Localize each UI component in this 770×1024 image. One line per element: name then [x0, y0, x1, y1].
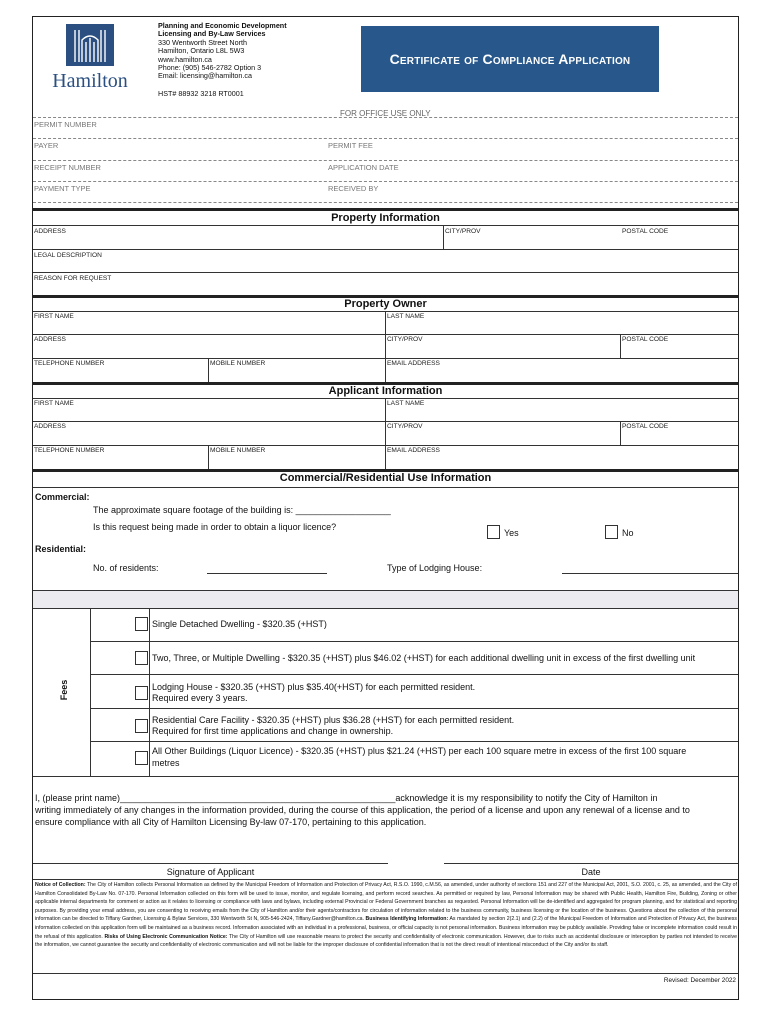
- fee-multiple-dwelling-text: Two, Three, or Multiple Dwelling - $320.35 (+HST) plus $46.02 (+HST) for each additional dwelling unit in excess of the first dwelling unit: [152, 653, 696, 663]
- logo-wordmark: Hamilton: [52, 70, 128, 92]
- divider: [149, 608, 150, 776]
- divider: [33, 590, 738, 591]
- property-address-label[interactable]: ADDRESS: [34, 228, 66, 235]
- legal-description-label[interactable]: LEGAL DESCRIPTION: [34, 252, 102, 259]
- residents-label: No. of residents:: [93, 563, 159, 573]
- lodging-type-input[interactable]: [562, 573, 738, 574]
- divider: [33, 138, 738, 139]
- applicant-first-name-label[interactable]: FIRST NAME: [34, 400, 74, 407]
- signature-label: Signature of Applicant: [166, 867, 255, 877]
- yes-label: Yes: [504, 528, 519, 538]
- payer-label: PAYER: [34, 141, 59, 150]
- privacy-notice: [35, 881, 737, 950]
- applicant-last-name-label[interactable]: LAST NAME: [387, 400, 425, 407]
- divider: [33, 487, 738, 488]
- fee-care-facility-checkbox[interactable]: [135, 719, 148, 733]
- application-date-label: APPLICATION DATE: [328, 163, 399, 172]
- divider: [208, 445, 209, 469]
- divider: [33, 249, 738, 250]
- received-by-label: RECEIVED BY: [328, 184, 379, 193]
- payment-type-label: PAYMENT TYPE: [34, 184, 91, 193]
- square-footage-field[interactable]: The approximate square footage of the building is: ___________________: [93, 505, 391, 515]
- divider: [620, 334, 621, 358]
- applicant-postal-label[interactable]: POSTAL CODE: [622, 423, 669, 430]
- fee-single-detached-text: Single Detached Dwelling - $320.35 (+HST): [152, 619, 327, 629]
- divider: [90, 741, 738, 742]
- permit-fee-label: PERMIT FEE: [328, 141, 373, 150]
- applicant-address-label[interactable]: ADDRESS: [34, 423, 66, 430]
- divider: [33, 608, 738, 609]
- receipt-number-label: RECEIPT NUMBER: [34, 163, 101, 172]
- fee-other-buildings-text: All Other Buildings (Liquor Licence) - $320.35 (+HST) plus $21.24 (+HST) per each 100 square metre in excess of the first 100 square: [152, 746, 687, 756]
- divider: [385, 311, 386, 382]
- fee-lodging-house-checkbox[interactable]: [135, 686, 148, 700]
- commercial-heading: Commercial:: [35, 492, 90, 502]
- divider: [33, 160, 738, 161]
- divider: [385, 398, 386, 469]
- fees-label: Fees: [59, 679, 69, 701]
- fee-single-detached-checkbox[interactable]: [135, 617, 148, 631]
- signature-input[interactable]: [33, 863, 388, 864]
- divider: [33, 272, 738, 273]
- fee-lodging-house-text: Lodging House - $320.35 (+HST) plus $35.40(+HST) for each permitted resident.: [152, 682, 476, 692]
- owner-address-label[interactable]: ADDRESS: [34, 336, 66, 343]
- divider: [443, 225, 444, 249]
- hamilton-logo: [42, 22, 138, 96]
- owner-telephone-label[interactable]: TELEPHONE NUMBER: [34, 360, 105, 367]
- website: www.hamilton.ca: [158, 54, 212, 64]
- declaration-line3: ensure compliance with all City of Hamilton Licensing By-law 07-170, pertaining to this application.: [35, 817, 427, 827]
- shaded-band: [33, 590, 738, 608]
- divider: [33, 202, 738, 203]
- section-rule: [33, 208, 738, 211]
- fee-multiple-dwelling-checkbox[interactable]: [135, 651, 148, 665]
- declaration-line2: writing immediately of any changes in the information provided, during the course of this application, the period of a license and upon any renewal of a license and to: [35, 805, 690, 815]
- applicant-mobile-label[interactable]: MOBILE NUMBER: [210, 447, 266, 454]
- permit-number-label: PERMIT NUMBER: [34, 120, 97, 129]
- email: Email: licensing@hamilton.ca: [158, 71, 252, 81]
- divider: [90, 641, 738, 642]
- owner-city-label[interactable]: CITY/PROV: [387, 336, 423, 343]
- divider: [208, 358, 209, 382]
- divider: [90, 708, 738, 709]
- business-info-heading: Business Identifying Information:: [365, 916, 449, 923]
- divider: [33, 334, 738, 335]
- print-name-field[interactable]: I, (please print name)_______________________________________________________acknowledge it is my responsibility to notify the City of Hamilton in: [35, 793, 658, 803]
- owner-postal-label[interactable]: POSTAL CODE: [622, 336, 669, 343]
- notice-collection-text: The City of Hamilton collects Personal Information as defined by the Municipal Freedom of Information and Protection of Privacy Act, R.S.O. 1990, c.M.56, as amended, under authority of sections 151 and 227 of the Municipal Act, 2001, S.O. 2001, c. 25, as amended, and the City of Hamilton Consolidated By-Law No. 07-170. Personal Information collected on this form will be used to issue, monitor, and regulate licensing, and perform record searches. As permitted or required by law, Personal Information may be shared with Public Health, Hamilton Fire, Building, Zoning or other applicable internal departments for comment or action as it relates to licensing or compliance with laws and bylaws, including external Provincial or Federal Government branches as requested. Personal Information will be de-identified and aggregated for program planning, and for statistical and reporting purposes. By providing your email address, you are consenting to receiving emails from the City of Hamilton and/or their agents/contractors for circulation of information related to the business community, business licensing or the location of the business. Questions about the collection of this personal information can be directed to Tiffany Gardner, Licensing & Bylaw Services, 330 Wentworth St N, 905-546-2424, Tiffany.Gardner@hamilton.ca.: [35, 882, 737, 923]
- applicant-city-label[interactable]: CITY/PROV: [387, 423, 423, 430]
- fee-other-buildings-checkbox[interactable]: [135, 751, 148, 765]
- yes-checkbox[interactable]: [487, 525, 500, 539]
- hst-number: HST# 88932 3218 RT0001: [158, 89, 244, 98]
- owner-email-label[interactable]: EMAIL ADDRESS: [387, 360, 440, 367]
- dept-line1: Planning and Economic Development: [158, 21, 287, 30]
- divider: [33, 421, 738, 422]
- date-input[interactable]: [444, 863, 738, 864]
- divider: [620, 421, 621, 445]
- divider: [33, 445, 738, 446]
- owner-last-name-label[interactable]: LAST NAME: [387, 313, 425, 320]
- fee-care-facility-note: Required for first time applications and change in ownership.: [152, 726, 394, 736]
- divider: [33, 879, 738, 880]
- applicant-info-title: Applicant Information: [328, 385, 443, 397]
- divider: [90, 674, 738, 675]
- fee-other-buildings-note: metres: [152, 758, 180, 768]
- applicant-telephone-label[interactable]: TELEPHONE NUMBER: [34, 447, 105, 454]
- notice-collection-heading: Notice of Collection:: [35, 882, 86, 888]
- department-address: [158, 22, 287, 81]
- risks-heading: Risks of Using Electronic Communication Notice:: [104, 933, 228, 940]
- no-label: No: [622, 528, 634, 538]
- dept-line2: Licensing and By-Law Services: [158, 29, 266, 39]
- reason-for-request-label[interactable]: REASON FOR REQUEST: [34, 275, 112, 282]
- property-owner-title: Property Owner: [344, 298, 427, 310]
- applicant-email-label[interactable]: EMAIL ADDRESS: [387, 447, 440, 454]
- page-title: Certificate of Compliance Application: [361, 26, 659, 92]
- no-checkbox[interactable]: [605, 525, 618, 539]
- divider: [33, 225, 738, 226]
- office-use-heading: FOR OFFICE USE ONLY: [340, 109, 431, 118]
- use-info-title: Commercial/Residential Use Information: [279, 472, 492, 484]
- divider: [33, 117, 738, 118]
- date-label: Date: [581, 867, 601, 877]
- divider: [33, 181, 738, 182]
- risks-text: The City of Hamilton will use reasonable means to protect the security and confidentiality of electronic communication. However, due to risks such as accidental disclosure or interception by parties not intended to receive the information, we cannot guarantee the security and confidentiality of electronic communication and will not be liable for the improper disclosure of confidential information that is not the direct result of intentional misconduct of the City and/or its staff.: [35, 933, 737, 949]
- divider: [90, 608, 91, 776]
- liquor-question: Is this request being made in order to obtain a liquor licence?: [93, 522, 337, 532]
- revised-date: Revised: December 2022: [663, 977, 736, 984]
- fee-care-facility-text: Residential Care Facility - $320.35 (+HST) plus $36.28 (+HST) for each permitted resident.: [152, 715, 515, 725]
- divider: [33, 973, 738, 974]
- phone: Phone: (905) 546-2782 Option 3: [158, 63, 262, 73]
- property-info-title: Property Information: [331, 212, 440, 224]
- street: 330 Wentworth Street North: [158, 37, 247, 47]
- city: Hamilton, Ontario L8L 5W3: [158, 46, 245, 56]
- residential-heading: Residential:: [35, 544, 87, 554]
- business-info-text: As mandated by section 2(2.1) and (2.2) of the Municipal Freedom of Information and Protection of Privacy Act, the business information collected on this application form will be maintained as a business record. Information associated with an individual in a professional, business, or official capacity is not personal information. Business information may be publicly available. Providing false or incomplete information could result in the refusal of this application.: [35, 916, 737, 940]
- divider: [33, 776, 738, 777]
- owner-first-name-label[interactable]: FIRST NAME: [34, 313, 74, 320]
- residents-input[interactable]: [207, 573, 327, 574]
- lodging-type-label: Type of Lodging House:: [387, 563, 483, 573]
- property-postal-label[interactable]: POSTAL CODE: [622, 228, 669, 235]
- divider: [33, 358, 738, 359]
- owner-mobile-label[interactable]: MOBILE NUMBER: [210, 360, 266, 367]
- fee-lodging-house-note: Required every 3 years.: [152, 693, 248, 703]
- property-city-label[interactable]: CITY/PROV: [445, 228, 481, 235]
